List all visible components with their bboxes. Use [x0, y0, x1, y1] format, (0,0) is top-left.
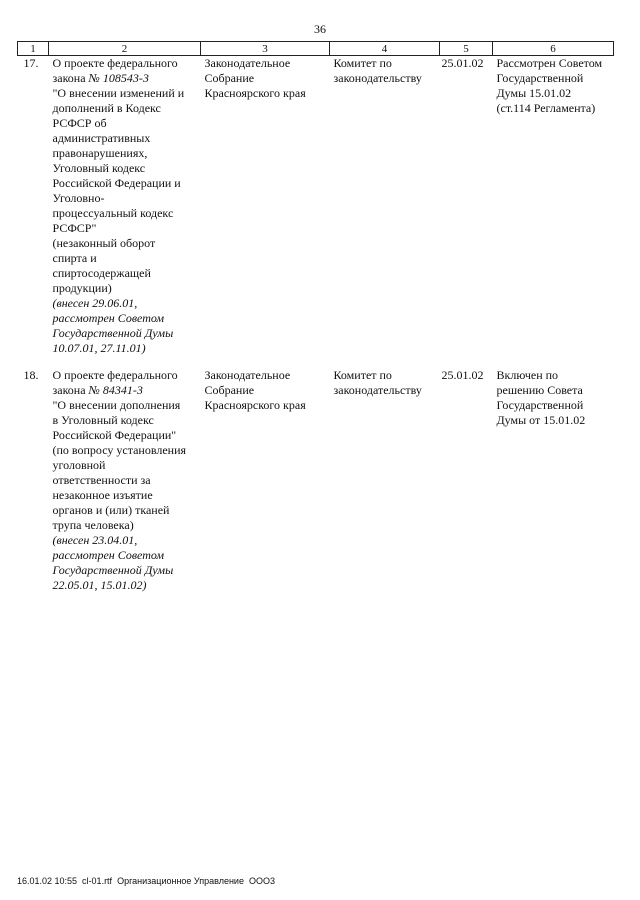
bill-number: № 84341-3 [88, 383, 143, 397]
bill-text-line: Уголовно- [52, 191, 105, 205]
bill-text-line: продукции) [52, 281, 112, 295]
table-row [18, 368, 614, 593]
bill-history-line: (внесен 29.06.01, [52, 296, 138, 310]
bill-title-line: О проекте федерального [52, 368, 178, 382]
bill-text-line: Российской Федерации и [52, 176, 181, 190]
column-header: 1 [18, 42, 49, 56]
column-header: 5 [440, 42, 493, 56]
status-line: Государственной [496, 71, 584, 85]
status-line: Рассмотрен Советом [496, 56, 603, 70]
bill-title-line: О проекте федерального [52, 56, 178, 70]
committee [330, 368, 440, 593]
bill-history-line: Государственной Думы [52, 563, 174, 577]
bill-history-line: рассмотрен Советом [52, 311, 165, 325]
initiator-line: Законодательное [204, 368, 291, 382]
bill-text-line: (незаконный оборот [52, 236, 156, 250]
committee-line: законодательству [333, 71, 422, 85]
bill-text-line: РСФСР" [52, 221, 97, 235]
bill-text-line: в Уголовный кодекс [52, 413, 154, 427]
initiator [201, 368, 330, 593]
bill-text-line: спиртосодержащей [52, 266, 151, 280]
bill-text-line: уголовной [52, 458, 106, 472]
bill-text-line: ответственности за [52, 473, 151, 487]
bill-text-line: правонарушениях, [52, 146, 148, 160]
status [493, 56, 614, 369]
bill-number: № 108543-3 [88, 71, 149, 85]
status [493, 368, 614, 593]
bill-text-line: административных [52, 131, 151, 145]
bill-text-line: незаконное изъятие [52, 488, 153, 502]
initiator [201, 56, 330, 369]
status-line: Включен по [496, 368, 559, 382]
bill-text-line: "О внесении дополнения [52, 398, 181, 412]
bill-text-line: трупа человека) [52, 518, 134, 532]
bill-title-line: закона [52, 71, 86, 85]
committee-line: законодательству [333, 383, 422, 397]
status-line: Думы 15.01.02 [496, 86, 572, 100]
bill-history-line: рассмотрен Советом [52, 548, 165, 562]
status-line: Государственной [496, 398, 584, 412]
initiator-line: Законодательное [204, 56, 291, 70]
column-header: 3 [201, 42, 330, 56]
column-header: 4 [330, 42, 440, 56]
row-number: 17. [23, 56, 39, 70]
bill-history-line: Государственной Думы [52, 326, 174, 340]
status-line: Думы от 15.01.02 [496, 413, 586, 427]
status-line: решению Совета [496, 383, 583, 397]
bill-title-line: закона [52, 383, 86, 397]
bill-text-line: Уголовный кодекс [52, 161, 146, 175]
bill-text-line: органов и (или) тканей [52, 503, 170, 517]
bill-history-line: 22.05.01, 15.01.02) [52, 578, 147, 592]
column-header: 6 [493, 42, 614, 56]
date: 25.01.02 [441, 56, 484, 70]
document-footer: 16.01.02 10:55 cl-01.rtf Организационное Управление ООО3 [17, 876, 275, 886]
initiator-line: Собрание [204, 71, 255, 85]
bill-text-line: (по вопросу установления [52, 443, 187, 457]
bill-text-line: спирта и [52, 251, 97, 265]
committee [330, 56, 440, 369]
initiator-line: Собрание [204, 383, 255, 397]
bill-text-line: дополнений в Кодекс [52, 101, 161, 115]
initiator-line: Красноярского края [204, 86, 306, 100]
bill-description [49, 368, 201, 593]
bill-description [49, 56, 201, 369]
bill-text-line: РСФСР об [52, 116, 107, 130]
committee-line: Комитет по [333, 368, 392, 382]
initiator-line: Красноярского края [204, 398, 306, 412]
bill-text-line: Российской Федерации" [52, 428, 177, 442]
bill-history-line: 10.07.01, 27.11.01) [52, 341, 146, 355]
bill-history-line: (внесен 23.04.01, [52, 533, 138, 547]
bills-table [17, 41, 614, 593]
date: 25.01.02 [441, 368, 484, 382]
bill-text-line: "О внесении изменений и [52, 86, 185, 100]
column-header: 2 [49, 42, 201, 56]
status-line: (ст.114 Регламента) [496, 101, 596, 115]
column-number-row [18, 42, 614, 56]
committee-line: Комитет по [333, 56, 392, 70]
page-number: 36 [314, 22, 326, 36]
bill-text-line: процессуальный кодекс [52, 206, 174, 220]
row-number: 18. [23, 368, 39, 382]
table-row [18, 56, 614, 369]
